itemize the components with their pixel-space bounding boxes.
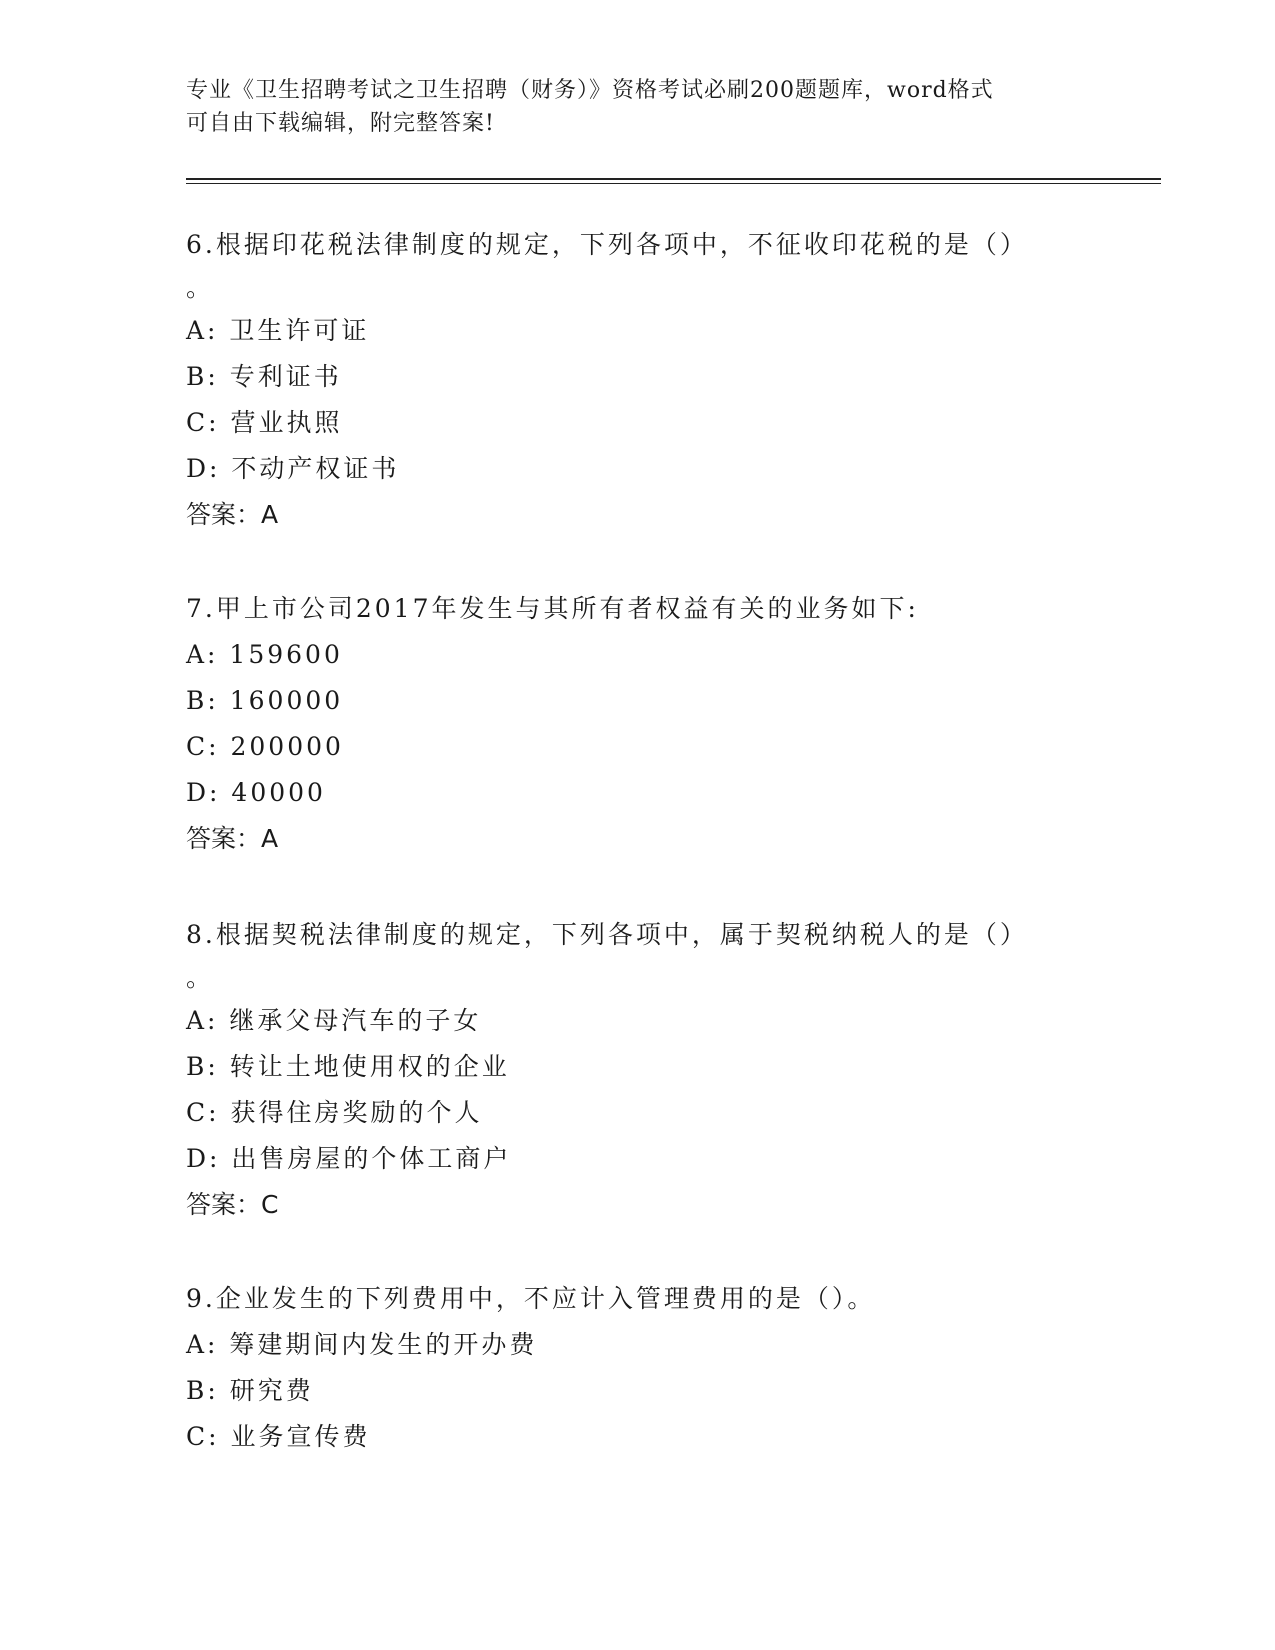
option-d: D: 出售房屋的个体工商户 [186,1144,512,1173]
header-line-1: 专业《卫生招聘考试之卫生招聘（财务）》资格考试必刷200题题库，word格式 [186,78,994,103]
option-a: A: 卫生许可证 [186,316,370,345]
question-7 [186,586,1166,862]
option-b: B: 专利证书 [186,362,342,391]
question-stem: 9.企业发生的下列费用中，不应计入管理费用的是（）。 [186,1284,876,1313]
option-a: A: 筹建期间内发生的开办费 [186,1330,538,1359]
option-b: B: 160000 [186,686,344,715]
option-c: C: 业务宣传费 [186,1422,371,1451]
option-a: A: 继承父母汽车的子女 [186,1006,482,1035]
question-stem: 8.根据契税法律制度的规定，下列各项中，属于契税纳税人的是（） [186,920,1028,949]
header-line-2: 可自由下载编辑，附完整答案! [186,111,495,136]
question-stem: 7.甲上市公司2017年发生与其所有者权益有关的业务如下: [186,594,919,623]
option-c: C: 200000 [186,732,344,761]
answer-line: 答案：C [186,1190,279,1219]
option-d: D: 不动产权证书 [186,454,400,483]
question-stem-continuation: 。 [186,273,215,302]
option-a: A: 159600 [186,640,343,669]
question-stem-continuation: 。 [186,963,215,992]
option-b: B: 研究费 [186,1376,314,1405]
question-8 [186,912,1166,1228]
document-header [186,74,1086,140]
option-d: D: 40000 [186,778,326,807]
answer-line: 答案：A [186,824,279,853]
question-6 [186,222,1166,538]
answer-line: 答案：A [186,500,279,529]
option-b: B: 转让土地使用权的企业 [186,1052,510,1081]
header-divider [186,178,1161,184]
option-c: C: 营业执照 [186,408,343,437]
question-stem: 6.根据印花税法律制度的规定，下列各项中，不征收印花税的是（） [186,230,1028,259]
question-9 [186,1276,1166,1460]
option-c: C: 获得住房奖励的个人 [186,1098,483,1127]
